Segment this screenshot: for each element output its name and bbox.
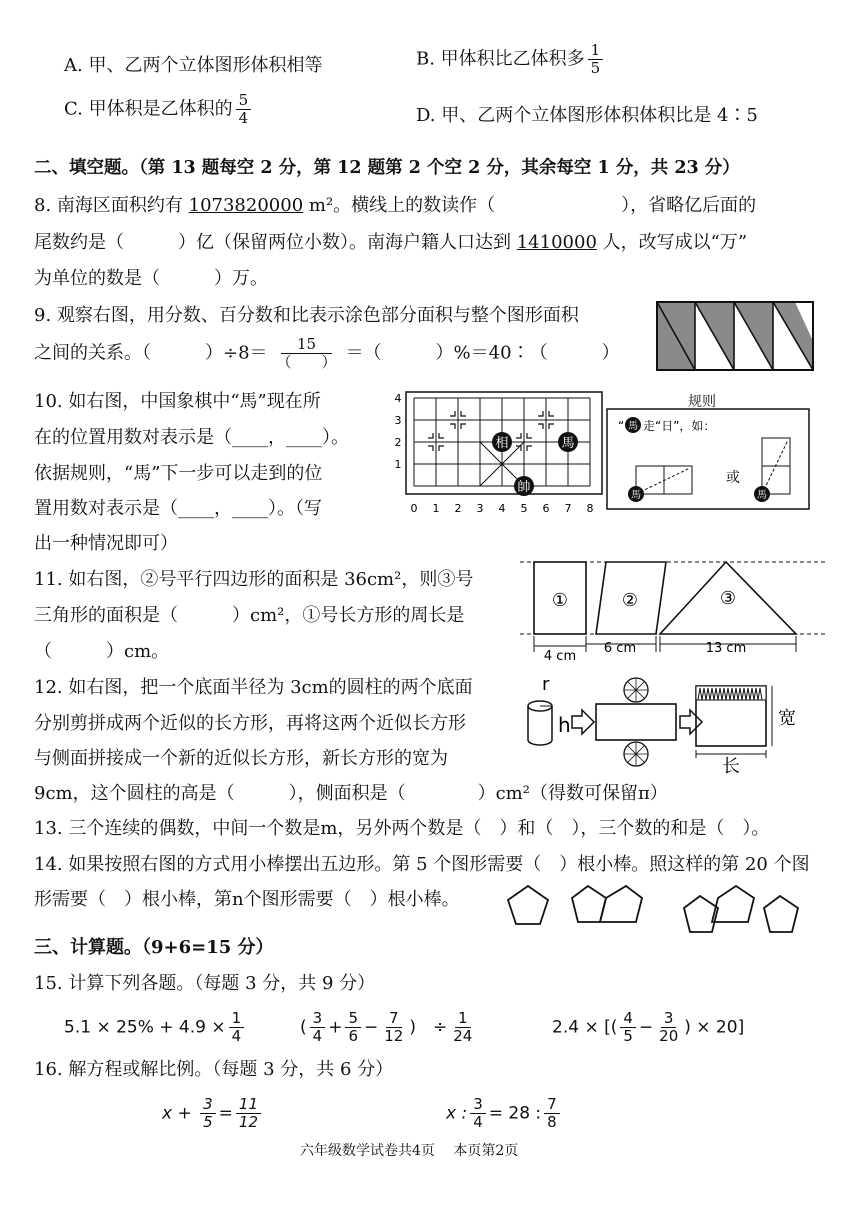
svg-text:宽: 宽 bbox=[778, 708, 796, 729]
rule-box bbox=[606, 408, 810, 510]
q12-line4: 9cm，这个圆柱的高是（ ），侧面积是（ ）cm²（得数可保留π） bbox=[34, 783, 668, 804]
q16-title: 16. 解方程或解比例。（每题 3 分，共 6 分） bbox=[34, 1059, 394, 1080]
axis-x-3: 3 bbox=[476, 502, 484, 515]
q9-line2: 之间的关系。（ ）÷8＝ 15 （ ） ＝（ ）%＝40∶（ ） bbox=[34, 335, 620, 371]
q10-line3: 依据规则，“馬”下一步可以走到的位 bbox=[34, 463, 323, 484]
q9-line1: 9. 观察右图，用分数、百分数和比表示涂色部分面积与整个图形面积 bbox=[34, 305, 579, 326]
rule-title: 规则 bbox=[688, 394, 716, 410]
page-footer: 六年级数学试卷共4页 本页第2页 bbox=[300, 1143, 519, 1159]
svg-text:馬: 馬 bbox=[561, 436, 575, 451]
svg-text:4 cm: 4 cm bbox=[543, 649, 577, 664]
q14-line1: 14. 如果按照右图的方式用小棒摆出五边形。第 5 个图形需要（ ）根小棒。照这样的第 20 个图 bbox=[34, 854, 810, 875]
svg-text:h: h bbox=[558, 713, 571, 737]
axis-x-2: 2 bbox=[454, 502, 462, 515]
axis-x-1: 1 bbox=[432, 502, 440, 515]
svg-text:长: 长 bbox=[722, 756, 740, 776]
svg-text:帥: 帥 bbox=[517, 480, 531, 495]
q10-line1: 10. 如右图，中国象棋中“馬”现在所 bbox=[34, 391, 321, 412]
q10-line2: 在的位置用数对表示是（____，____）。 bbox=[34, 427, 349, 448]
q11-line1: 11. 如右图，②号平行四边形的面积是 36cm²，则③号 bbox=[34, 569, 474, 590]
axis-y-3: 3 bbox=[394, 414, 402, 427]
axis-x-4: 4 bbox=[498, 502, 506, 515]
q11-line3: （ ）cm。 bbox=[34, 641, 170, 662]
axis-x-6: 6 bbox=[542, 502, 550, 515]
option-a: A. 甲、乙两个立体图形体积相等 bbox=[64, 55, 323, 76]
q12-line2: 分别剪拼成两个近似的长方形，再将这两个近似长方形 bbox=[34, 713, 466, 734]
q13: 13. 三个连续的偶数，中间一个数是m，另外两个数是（ ）和（ ），三个数的和是（ ）。 bbox=[34, 818, 770, 839]
axis-x-8: 8 bbox=[586, 502, 594, 515]
svg-text:①: ① bbox=[551, 590, 569, 611]
axis-y-4: 4 bbox=[394, 392, 402, 405]
q15-title: 15. 计算下列各题。（每题 3 分，共 9 分） bbox=[34, 973, 376, 994]
q14-line2: 形需要（ ）根小棒，第n个图形需要（ ）根小棒。 bbox=[34, 889, 460, 910]
svg-text:走“日”，如：: 走“日”，如： bbox=[643, 419, 716, 433]
q10-line4: 置用数对表示是（____，____）。（写 bbox=[34, 498, 322, 519]
q8-line1: 8. 南海区面积约有 1073820000 m²。横线上的数读作（ ），省略亿后面的 bbox=[34, 195, 757, 216]
q12-cylinder-figure bbox=[524, 674, 828, 776]
q16-eq2: x : $\frac{3}{4}$ = 28 : $\frac{7}{8}$ bbox=[446, 1096, 563, 1131]
q11-shapes bbox=[520, 556, 828, 666]
q15-expr1: 5.1 × 25% + 4.9 × $\frac{1}{4}$ bbox=[64, 1010, 247, 1045]
q12-line3: 与侧面拼接成一个新的近似长方形，新长方形的宽为 bbox=[34, 748, 448, 769]
svg-text:馬: 馬 bbox=[631, 490, 641, 501]
q9-shaded-figure bbox=[656, 301, 814, 371]
option-b: B. 甲体积比乙体积多 $\frac{1}{5}$ bbox=[416, 42, 606, 77]
svg-text:13 cm: 13 cm bbox=[705, 641, 747, 656]
svg-text:馬: 馬 bbox=[757, 490, 767, 501]
svg-text:r: r bbox=[542, 674, 550, 695]
option-c: C. 甲体积是乙体积的 $\frac{5}{4}$ bbox=[64, 92, 254, 127]
q8-line3: 为单位的数是（ ）万。 bbox=[34, 268, 268, 289]
svg-text:馬: 馬 bbox=[628, 421, 638, 432]
svg-text:6 cm: 6 cm bbox=[603, 641, 637, 656]
svg-text:相: 相 bbox=[495, 436, 509, 451]
axis-x-5: 5 bbox=[520, 502, 528, 515]
section2-title: 二、填空题。（第 13 题每空 2 分，第 12 题第 2 个空 2 分，其余每空 1 分，共 23 分） bbox=[34, 158, 740, 178]
q12-line1: 12. 如右图，把一个底面半径为 3cm的圆柱的两个底面 bbox=[34, 677, 473, 698]
axis-y-1: 1 bbox=[394, 458, 402, 471]
q15-expr3: 2.4 × [( $\frac{4}{5}$ − $\frac{3}{20}$ ) × 20] bbox=[552, 1009, 745, 1045]
svg-text:“: “ bbox=[618, 419, 625, 433]
axis-y-2: 2 bbox=[394, 436, 402, 449]
axis-x-0: 0 bbox=[410, 502, 418, 515]
axis-x-7: 7 bbox=[564, 502, 572, 515]
q10-line5: 出一种情况即可） bbox=[34, 533, 178, 554]
q15-expr2: ( $\frac{3}{4}$ + $\frac{5}{6}$ − $\frac{7}{12}$ ) ÷ $\frac{1}{24}$ bbox=[300, 1009, 473, 1045]
svg-text:③: ③ bbox=[719, 588, 737, 609]
pentagon-1 bbox=[508, 886, 548, 924]
section3-title: 三、计算题。（9+6=15 分） bbox=[34, 937, 274, 958]
q8-line2: 尾数约是（ ）亿（保留两位小数）。南海户籍人口达到 1410000 人，改写成以“万” bbox=[34, 232, 748, 253]
q16-eq1: x + $\frac{3}{5}$ = $\frac{11}{12}$ bbox=[162, 1096, 264, 1131]
svg-text:②: ② bbox=[621, 590, 639, 611]
q11-line2: 三角形的面积是（ ）cm²，①号长方形的周长是 bbox=[34, 605, 465, 626]
chess-board bbox=[392, 388, 604, 520]
q14-pentagons bbox=[500, 880, 800, 950]
option-d: D. 甲、乙两个立体图形体积体积比是 4∶5 bbox=[416, 105, 758, 126]
svg-text:或: 或 bbox=[726, 470, 740, 486]
